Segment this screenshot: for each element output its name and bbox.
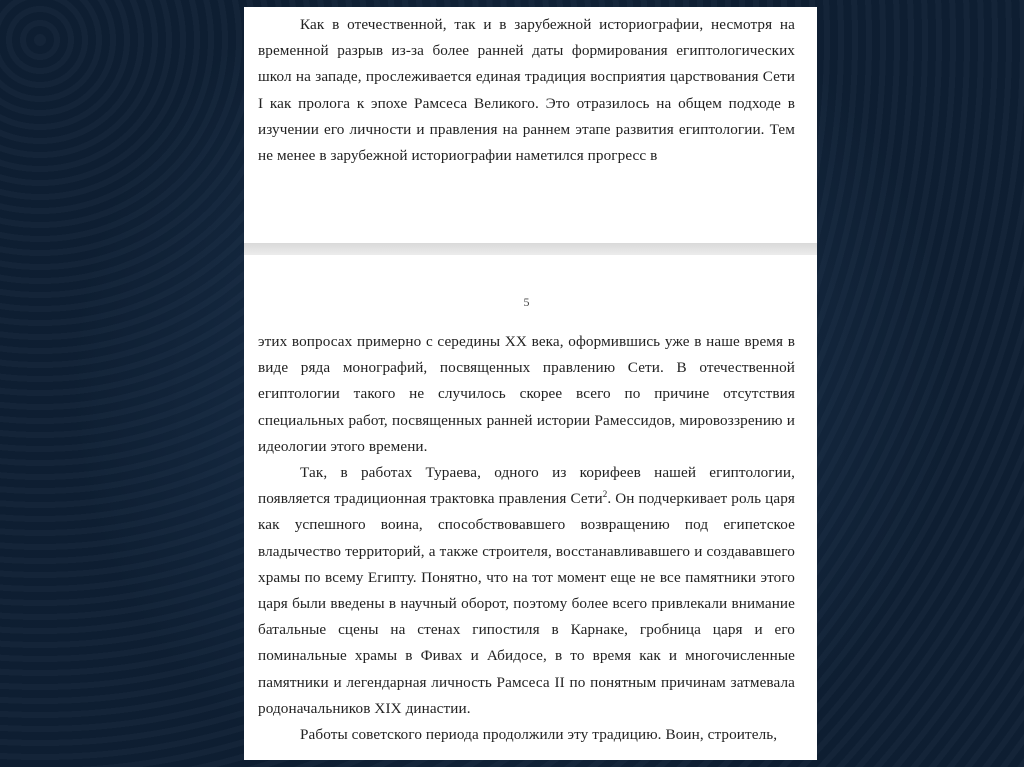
- paragraph-turaev-part-a: Так, в работах Тураева, одного из корифеев нашей египтологии, появляется традиционная трактовка правления Сети: [258, 464, 795, 508]
- paragraph-turaev-part-b: . Он подчеркивает роль царя как успешного воина, способствовавшего возвращению под египетское владычество территорий, а также строителя, восстанавливавшего и создававшего храмы по всему Египту. Понятно, что на тот момент еще не все памятники этого царя были введены в научный оборот, поэтому более всего привлекали внимание батальные сцены на стенах гипостиля в Карнаке, гробница царя и его поминальные храмы в Фивах и Абидосе, в то время как и многочисленные памятники и легендарная личность Рамсеса II по понятным причинам затмевала родоначальников XIX династии.: [258, 490, 795, 717]
- document-page-bottom: [244, 255, 817, 760]
- footnote-marker[interactable]: 2: [602, 489, 608, 500]
- paragraph-soviet-period: Работы советского периода продолжили эту традицию. Воин, строитель,: [300, 726, 778, 744]
- document-page-top: [244, 7, 817, 243]
- page-separator: [244, 243, 817, 255]
- paragraph-historiography: Как в отечественной, так и в зарубежной историографии, несмотря на временной разрыв из-за более ранней даты формирования египтологических школ на западе, прослеживается единая традиция восприятия царствования Сети I как пролога к эпохе Рамсеса Великого. Это отразилось на общем подходе в изучении его личности и правления на раннем этапе развития египтологии. Тем не менее в зарубежной историографии наметился прогресс в: [258, 16, 795, 165]
- paragraph-continued: этих вопросах примерно с середины XX века, оформившись уже в наше время в виде ряда монографий, посвященных правлению Сети. В отечественной египтологии такого не случилось скорее всего по причине отсутствия специальных работ, посвященных ранней истории Рамессидов, мировоззрению и идеологии этого времени.: [258, 333, 795, 455]
- page-number: 5: [523, 295, 530, 309]
- paragraph-turaev: [258, 460, 795, 722]
